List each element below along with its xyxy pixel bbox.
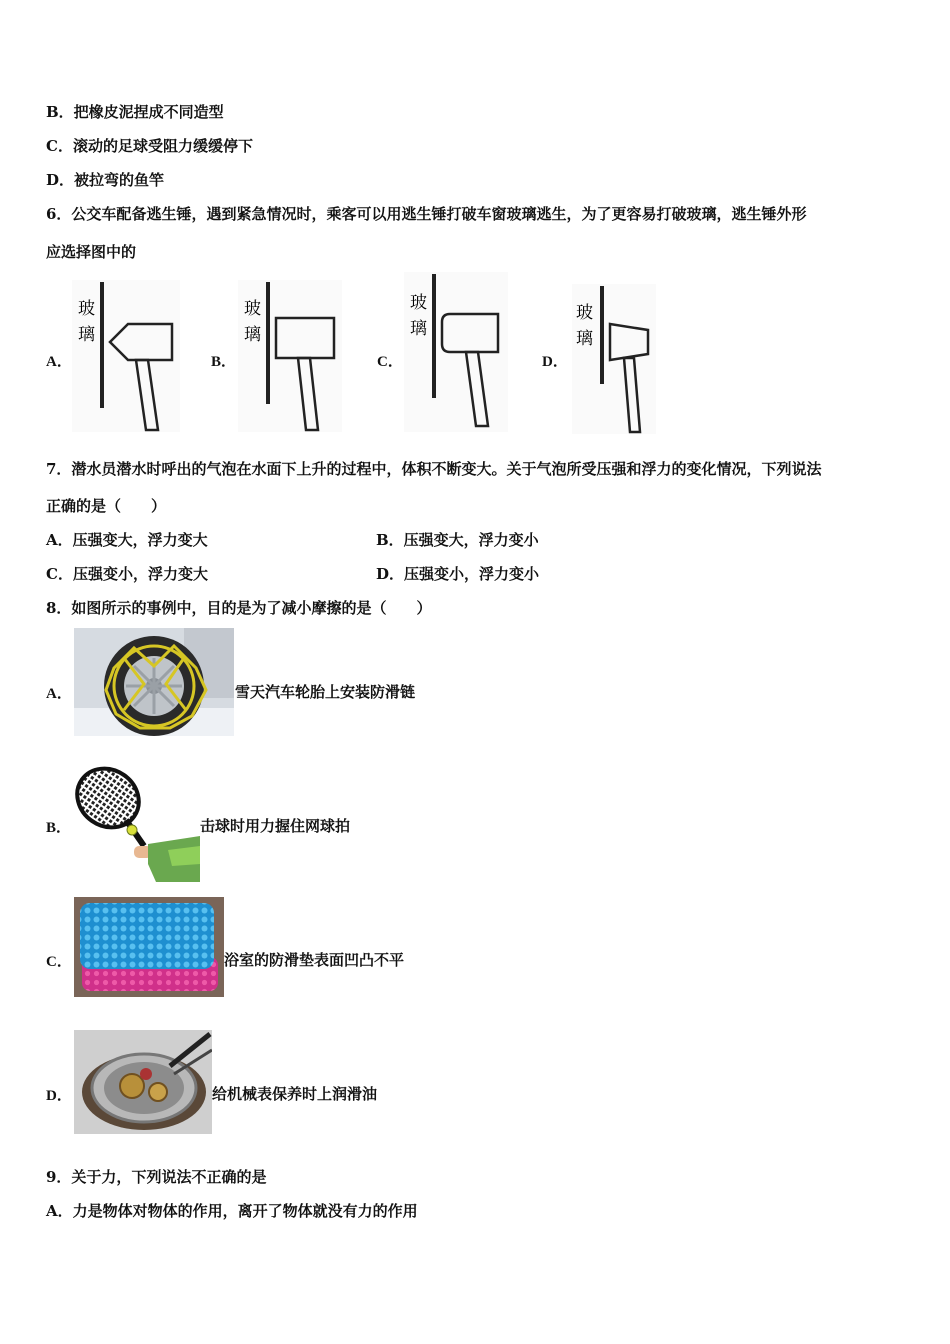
q6-figure-b [238, 280, 342, 432]
q8-label-d: D． [46, 1088, 72, 1104]
q9-option-a: A．力是物体对物体的作用，离开了物体就没有力的作用 [46, 1202, 418, 1220]
q5-option-b: B．把橡皮泥捏成不同造型 [46, 103, 224, 121]
svg-text:璃: 璃 [410, 319, 427, 339]
q8-caption-d: 给机械表保养时上润滑油 [212, 1085, 378, 1103]
q6-stem-line2: 应选择图中的 [46, 243, 137, 261]
q8-label-b: B． [46, 820, 72, 836]
q7-option-d: D．压强变小，浮力变小 [376, 565, 540, 583]
svg-text:玻: 玻 [78, 299, 95, 319]
q8-caption-c: 浴室的防滑垫表面凹凸不平 [224, 951, 405, 969]
q7-stem-line2: 正确的是（ ） [46, 497, 167, 515]
svg-text:璃: 璃 [78, 325, 95, 345]
q5-option-c: C．滚动的足球受阻力缓缓停下 [46, 137, 253, 155]
q8-label-c: C． [46, 954, 72, 970]
q6-figure-c [404, 272, 508, 432]
q8-caption-a: 雪天汽车轮胎上安装防滑链 [235, 683, 416, 701]
q6-stem-line1: 6．公交车配备逃生锤，遇到紧急情况时，乘客可以用逃生锤打破车窗玻璃逃生，为了更容易打破玻璃，逃生锤外形 [46, 205, 807, 223]
q7-stem-line1: 7．潜水员潜水时呼出的气泡在水面下上升的过程中，体积不断变大。关于气泡所受压强和浮力的变化情况，下列说法 [46, 460, 822, 478]
tennis-racket-image [72, 764, 200, 882]
q6-label-c: C． [377, 354, 403, 370]
svg-text:玻: 玻 [576, 303, 593, 323]
svg-text:玻: 玻 [244, 299, 261, 319]
q6-label-d: D． [542, 354, 568, 370]
q7-option-b: B．压强变大，浮力变小 [376, 531, 539, 549]
q9-stem: 9．关于力，下列说法不正确的是 [46, 1168, 267, 1186]
svg-text:璃: 璃 [576, 329, 593, 349]
q6-figure-a [72, 280, 180, 432]
q8-caption-b: 击球时用力握住网球拍 [200, 817, 351, 835]
q5-option-d: D．被拉弯的鱼竿 [46, 171, 165, 189]
hammer-pointed-icon [72, 280, 180, 432]
q7-option-c: C．压强变小，浮力变大 [46, 565, 208, 583]
mechanical-watch-image [74, 1030, 212, 1134]
q6-label-b: B． [211, 354, 237, 370]
svg-text:玻: 玻 [410, 293, 427, 313]
q8-stem: 8．如图所示的事例中，目的是为了减小摩擦的是（ ） [46, 599, 432, 617]
hammer-rounded-icon [404, 272, 508, 432]
q8-label-a: A． [46, 686, 72, 702]
q6-label-a: A． [46, 354, 72, 370]
hammer-tapered-icon [572, 284, 656, 434]
q6-figure-d [572, 284, 656, 434]
q7-option-a: A．压强变大，浮力变大 [46, 531, 208, 549]
bath-mat-image [74, 897, 224, 997]
snow-chain-tire-image [74, 628, 234, 736]
svg-text:璃: 璃 [244, 325, 261, 345]
hammer-flat-icon [238, 280, 342, 432]
